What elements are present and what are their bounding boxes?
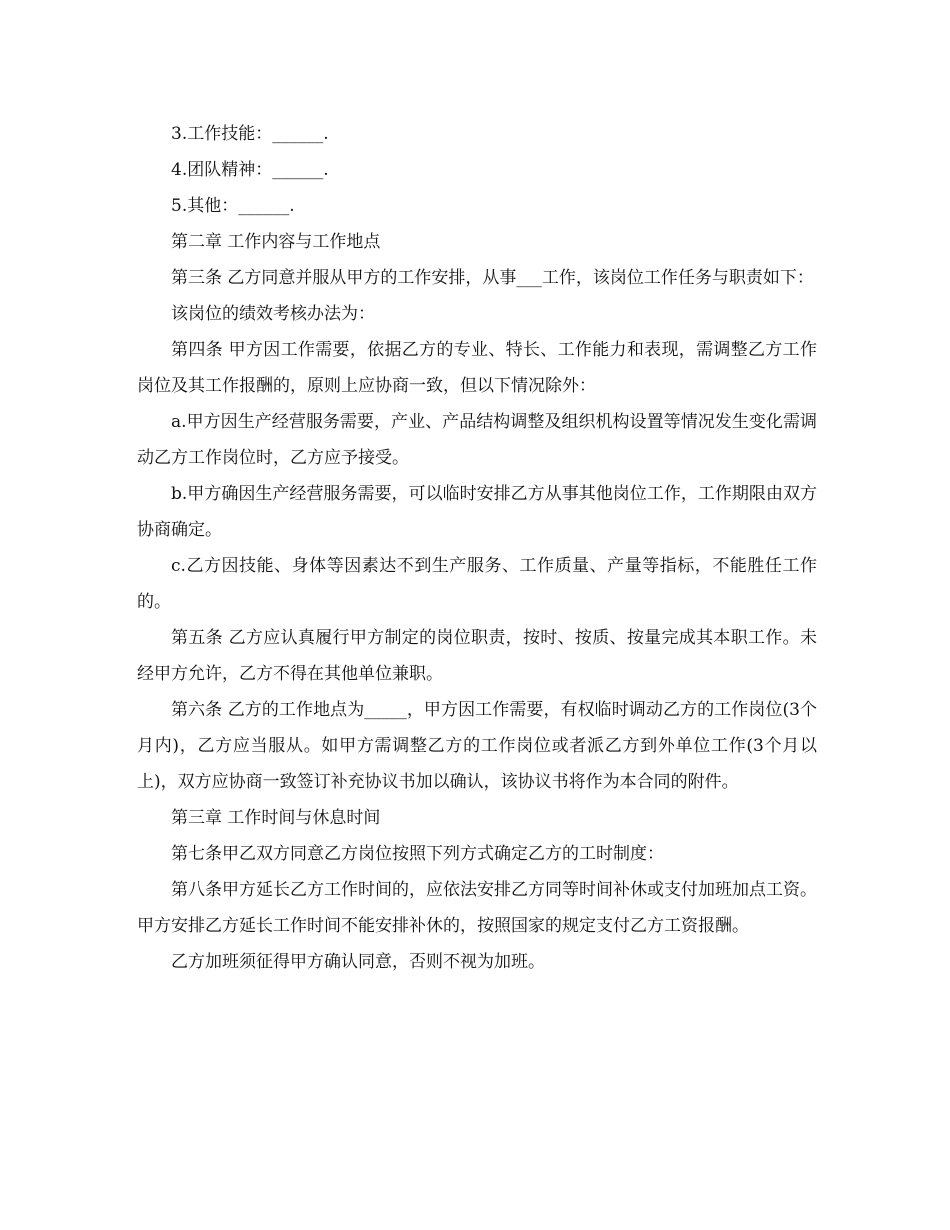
- article-7: 第七条甲乙双方同意乙方岗位按照下列方式确定乙方的工时制度：: [171, 844, 664, 864]
- performance-assessment: 该岗位的绩效考核办法为：: [171, 304, 375, 324]
- article-8: 第八条甲方延长乙方工作时间的，应依法安排乙方同等时间补休或支付加班加点工资。甲方安排乙方延长工作时间不能安排补休的，按照国家的规定支付乙方工资报酬。: [137, 880, 817, 936]
- article-4-item-b: b.甲方确因生产经营服务需要，可以临时安排乙方从事其他岗位工作，工作期限由双方协商确定。: [137, 484, 817, 540]
- article-4-item-a: a.甲方因生产经营服务需要，产业、产品结构调整及组织机构设置等情况发生变化需调动乙方工作岗位时，乙方应予接受。: [137, 412, 817, 468]
- clause-team-spirit: 4.团队精神：______.: [171, 160, 329, 180]
- chapter-3-heading: 第三章 工作时间与休息时间: [171, 808, 381, 828]
- article-5: 第五条 乙方应认真履行甲方制定的岗位职责，按时、按质、按量完成其本职工作。未经甲方允许，乙方不得在其他单位兼职。: [137, 628, 817, 684]
- article-4-item-c: c.乙方因技能、身体等因素达不到生产服务、工作质量、产量等指标，不能胜任工作的。: [137, 556, 817, 612]
- clause-other: 5.其他：______.: [171, 196, 295, 216]
- article-3: 第三条 乙方同意并服从甲方的工作安排，从事___工作，该岗位工作任务与职责如下：: [171, 268, 814, 288]
- clause-skills: 3.工作技能：______.: [171, 124, 329, 144]
- chapter-2-heading: 第二章 工作内容与工作地点: [171, 232, 381, 252]
- document-body: [137, 116, 817, 980]
- article-4: 第四条 甲方因工作需要，依据乙方的专业、特长、工作能力和表现，需调整乙方工作岗位及其工作报酬的，原则上应协商一致，但以下情况除外：: [137, 340, 817, 396]
- article-6: 第六条 乙方的工作地点为_____，甲方因工作需要，有权临时调动乙方的工作岗位(3个月内)，乙方应当服从。如甲方需调整乙方的工作岗位或者派乙方到外单位工作(3个月以上)，双方应协商一致签订补充协议书加以确认，该协议书将作为本合同的附件。: [137, 700, 817, 792]
- overtime-note: 乙方加班须征得甲方确认同意，否则不视为加班。: [171, 952, 545, 972]
